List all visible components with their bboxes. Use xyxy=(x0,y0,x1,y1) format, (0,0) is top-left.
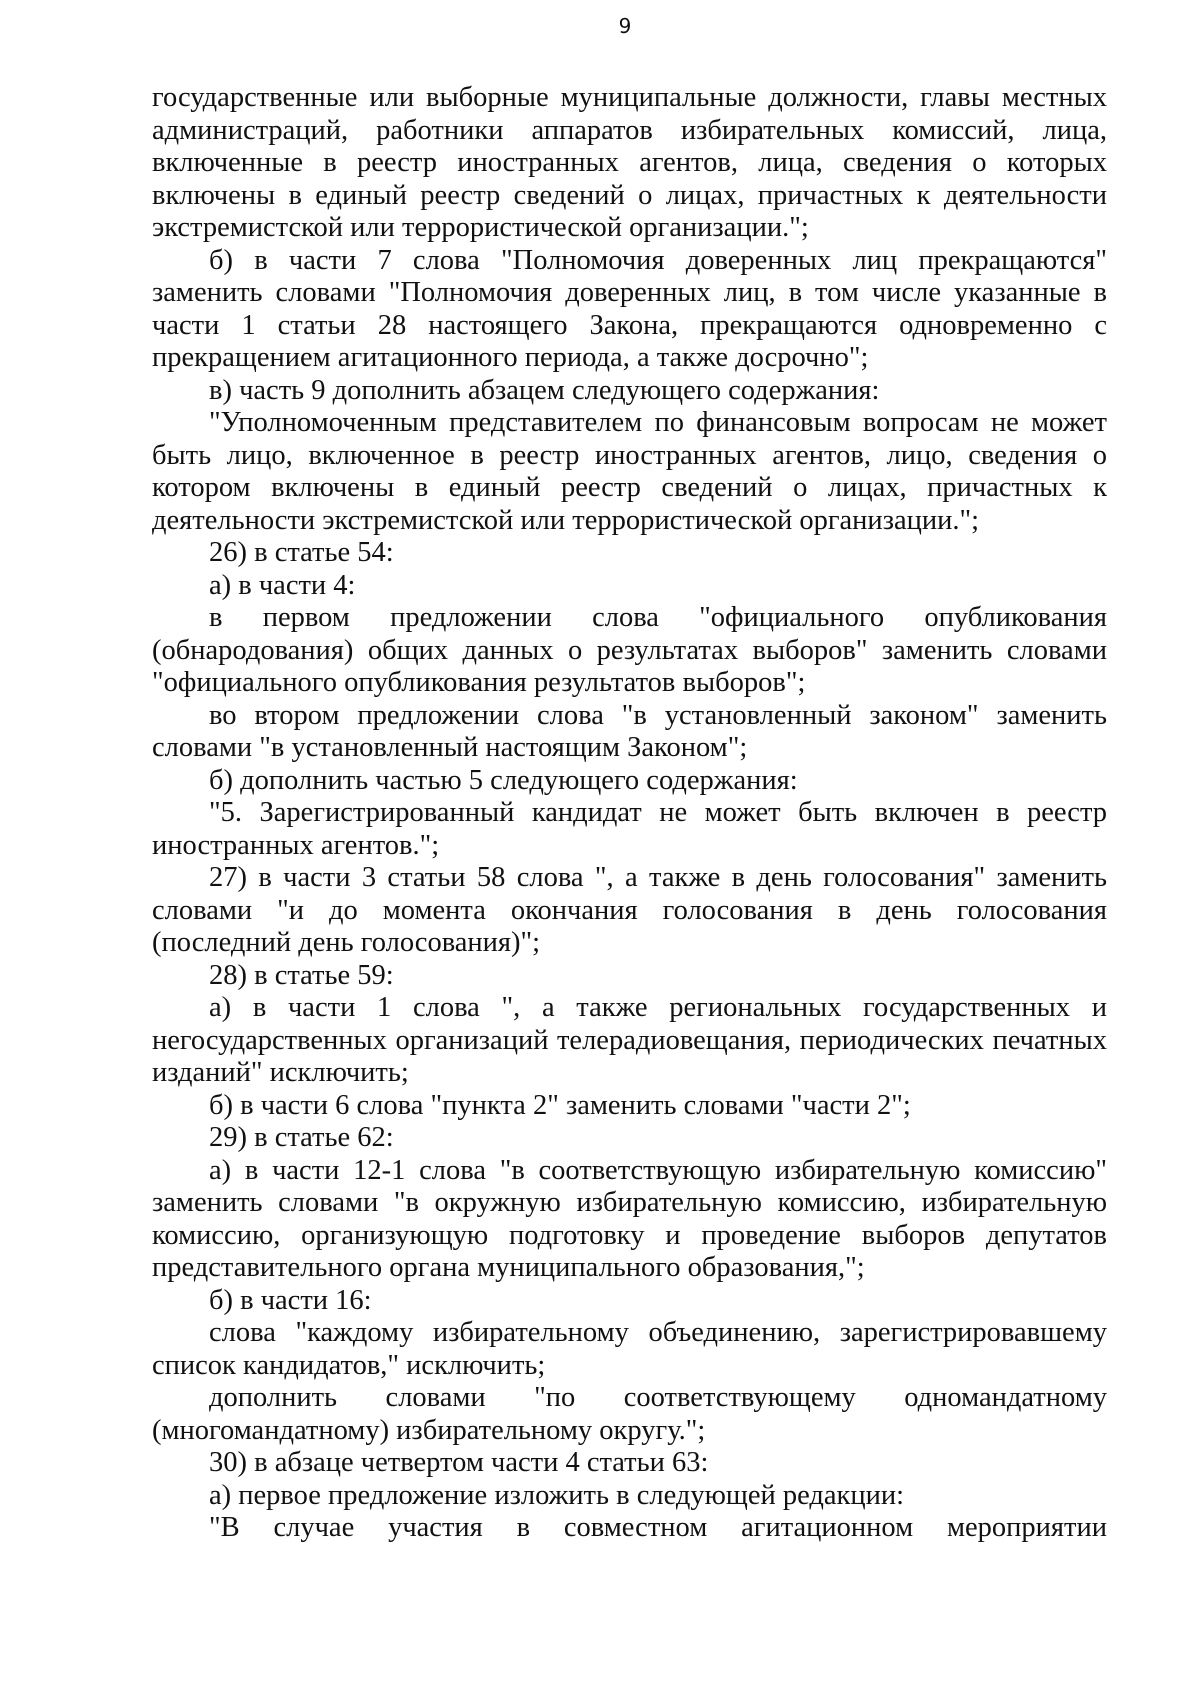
paragraph: 27) в части 3 статьи 58 слова ", а также в день голосования" заменить словами "и до момента окончания голосования в день голосования (последний день голосования)"; xyxy=(152,862,1107,958)
paragraph: "В случае участия в совместном агитационном мероприятии xyxy=(209,1512,1107,1543)
paragraph: "5. Зарегистрированный кандидат не может быть включен в реестр иностранных агентов."; xyxy=(152,797,1107,861)
document-body xyxy=(152,82,1107,1545)
paragraph: слова "каждому избирательному объединению, зарегистрировавшему список кандидатов," исключить; xyxy=(152,1317,1107,1381)
paragraph: 26) в статье 54: xyxy=(209,537,394,568)
paragraph: дополнить словами "по соответствующему одномандатному (многомандатному) избирательному округу."; xyxy=(152,1382,1107,1446)
paragraph: б) в части 6 слова "пункта 2" заменить словами "части 2"; xyxy=(209,1089,911,1121)
paragraph: во втором предложении слова "в установленный законом" заменить словами "в установленный настоящим Законом"; xyxy=(152,699,1107,763)
paragraph: а) в части 4: xyxy=(209,569,356,601)
paragraph: б) дополнить частью 5 следующего содержания: xyxy=(209,764,798,796)
paragraph: 29) в статье 62: xyxy=(209,1122,394,1153)
paragraph: б) в части 16: xyxy=(209,1284,372,1316)
paragraph: государственные или выборные муниципальные должности, главы местных администраций, работники аппаратов избирательных комиссий, лица, включенные в реестр иностранных агентов, лица, сведения о которых включены в единый реестр сведений о лицах, причастных к деятельности экстремистской или террористической организации."; xyxy=(152,82,1107,243)
paragraph: б) в части 7 слова "Полномочия доверенных лиц прекращаются" заменить словами "Полномочия доверенных лиц, в том числе указанные в части 1 статьи 28 настоящего Закона, прекращаются одновременно с прекращением агитационного периода, а также досрочно"; xyxy=(152,244,1107,373)
paragraph: в) часть 9 дополнить абзацем следующего содержания: xyxy=(209,374,880,406)
page-number: 9 xyxy=(618,14,632,38)
paragraph: а) в части 1 слова ", а также региональных государственных и негосударственных организаций телерадиовещания, периодических печатных изданий" исключить; xyxy=(152,992,1107,1088)
paragraph: а) в части 12-1 слова "в соответствующую избирательную комиссию" заменить словами "в окружную избирательную комиссию, избирательную комиссию, организующую подготовку и проведение выборов депутатов представительного органа муниципального образования,"; xyxy=(152,1154,1107,1283)
paragraph: 28) в статье 59: xyxy=(209,959,394,991)
paragraph: а) первое предложение изложить в следующей редакции: xyxy=(209,1479,905,1511)
paragraph: 30) в абзаце четвертом части 4 статьи 63: xyxy=(209,1447,709,1478)
paragraph: "Уполномоченным представителем по финансовым вопросам не может быть лицо, включенное в реестр иностранных агентов, лицо, сведения о котором включены в единый реестр сведений о лицах, причастных к деятельности экстремистской или террористической организации."; xyxy=(152,407,1107,536)
paragraph: в первом предложении слова "официального опубликования (обнародования) общих данных о результатах выборов" заменить словами "официального опубликования результатов выборов"; xyxy=(152,602,1107,698)
